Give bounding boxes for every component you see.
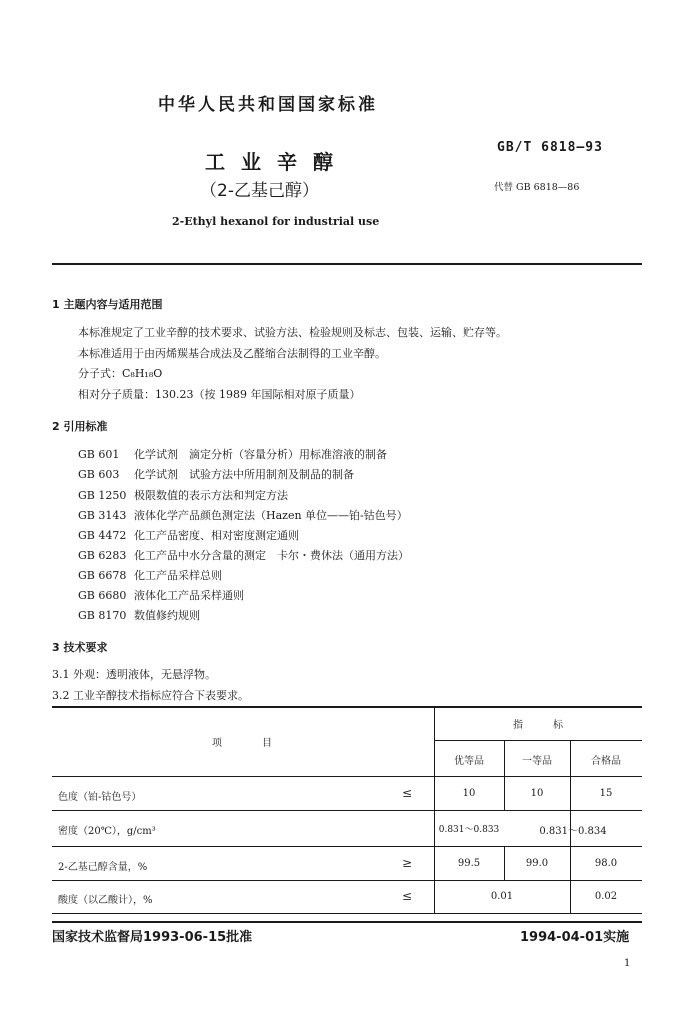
value-cell: 0.02	[594, 891, 618, 902]
table-rule	[52, 810, 642, 811]
clause: 3.1 外观：透明液体，无悬浮物。	[52, 668, 216, 681]
reference-item	[78, 466, 354, 482]
specification-table	[52, 706, 642, 914]
reference-code: GB 1250	[78, 489, 127, 502]
row-item-name: 酸度（以乙酸计），%	[58, 895, 153, 906]
paragraph: 本标准适用于由丙烯羰基合成法及乙醛缩合法制得的工业辛醇。	[78, 347, 386, 360]
section-heading: 3 技术要求	[52, 641, 108, 654]
index-column-header: 指 标	[513, 720, 563, 731]
reference-item	[78, 567, 222, 583]
value-cell: 0.831～0.833	[438, 825, 500, 835]
table-rule	[52, 776, 642, 777]
reference-title: 化学试剂 滴定分析（容量分析）用标准溶液的制备	[134, 448, 387, 461]
reference-title: 极限数值的表示方法和判定方法	[134, 489, 288, 502]
reference-item	[78, 507, 408, 523]
value-cell: 98.0	[594, 858, 618, 869]
replaces-note: 代替 GB 6818—86	[494, 182, 580, 193]
table-rule	[52, 846, 642, 847]
value-cell: 10	[462, 788, 476, 799]
english-title: 2-Ethyl hexanol for industrial use	[172, 215, 380, 228]
reference-code: GB 6678	[78, 569, 127, 582]
value-cell: 10	[530, 788, 544, 799]
value-cell: 15	[599, 788, 613, 799]
molecular-weight: 相对分子质量：130.23（按 1989 年国际相对原子质量）	[78, 388, 361, 401]
grade-header: 合格品	[591, 756, 621, 767]
reference-title: 液体化工产品采样通则	[134, 589, 244, 602]
item-column-header: 项 目	[212, 738, 272, 749]
header-rule	[52, 263, 642, 265]
grade-header: 一等品	[522, 756, 552, 767]
value-cell: 99.5	[457, 858, 481, 869]
section-heading: 1 主题内容与适用范围	[52, 298, 163, 311]
grade-header: 优等品	[454, 756, 484, 767]
comparison-operator: ≤	[402, 889, 413, 903]
row-item-name: 色度（铂-钴色号）	[58, 792, 142, 803]
reference-code: GB 6680	[78, 589, 127, 602]
reference-title: 液体化学产品颜色测定法（Hazen 单位——铂-钴色号）	[134, 509, 408, 522]
reference-code: GB 601	[78, 448, 120, 461]
standard-title: 工业辛醇	[205, 150, 349, 174]
reference-item	[78, 547, 409, 563]
section-heading: 2 引用标准	[52, 420, 108, 433]
page-number: 1	[624, 958, 631, 969]
reference-code: GB 603	[78, 468, 120, 481]
comparison-operator: ≤	[402, 786, 413, 800]
comparison-operator: ≥	[402, 856, 413, 870]
value-cell: 0.01	[490, 891, 514, 902]
footer-rule	[52, 921, 642, 923]
reference-item	[78, 587, 244, 603]
reference-item	[78, 487, 288, 503]
row-item-name: 密度（20℃），g/cm³	[58, 826, 156, 837]
table-rule	[52, 913, 642, 914]
reference-title: 化学试剂 试验方法中所用制剂及制品的制备	[134, 468, 354, 481]
reference-title: 化工产品密度、相对密度测定通则	[134, 529, 299, 542]
approval-line: 国家技术监督局1993-06-15批准	[52, 930, 253, 945]
standard-subtitle: （2-乙基己醇）	[200, 181, 319, 201]
clause: 3.2 工业辛醇技术指标应符合下表要求。	[52, 689, 249, 702]
reference-code: GB 3143	[78, 509, 127, 522]
reference-item	[78, 607, 200, 623]
table-border	[52, 706, 642, 708]
effective-date: 1994-04-01实施	[520, 930, 630, 945]
reference-code: GB 6283	[78, 549, 127, 562]
reference-title: 化工产品采样总则	[134, 569, 222, 582]
table-rule	[52, 880, 642, 881]
reference-item	[78, 527, 299, 543]
reference-code: GB 4472	[78, 529, 127, 542]
reference-title: 化工产品中水分含量的测定 卡尔・费休法（通用方法）	[134, 549, 409, 562]
reference-item	[78, 446, 387, 462]
reference-title: 数值修约规则	[134, 609, 200, 622]
row-item-name: 2-乙基己醇含量，%	[58, 862, 148, 873]
value-cell: 99.0	[525, 858, 549, 869]
standard-number: GB/T 6818—93	[497, 140, 603, 155]
national-standard-heading: 中华人民共和国国家标准	[158, 95, 378, 115]
table-rule	[434, 740, 642, 741]
table-rule	[434, 706, 435, 914]
reference-code: GB 8170	[78, 609, 127, 622]
paragraph: 本标准规定了工业辛醇的技术要求、试验方法、检验规则及标志、包装、运输、贮存等。	[78, 326, 507, 339]
molecular-formula: 分子式：C₈H₁₈O	[78, 367, 163, 380]
value-cell: 0.831～0.834	[539, 826, 607, 837]
